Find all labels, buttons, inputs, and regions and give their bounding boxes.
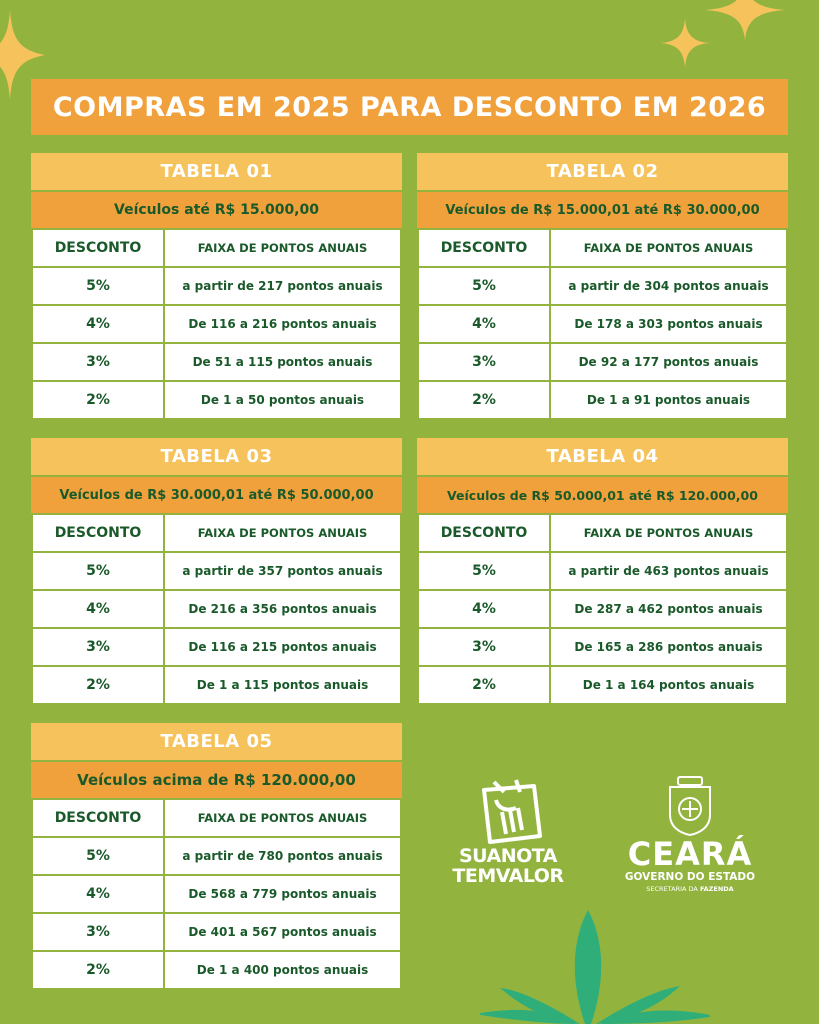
- table-row: [33, 665, 400, 703]
- table-row: [419, 551, 786, 589]
- range-cell: a partir de 304 pontos anuais: [551, 268, 786, 304]
- range-cell: De 568 a 779 pontos anuais: [165, 876, 400, 912]
- table-row: [33, 950, 400, 988]
- discount-cell: 4%: [33, 876, 163, 912]
- table-title: TABELA 01: [31, 153, 402, 190]
- range-cell: De 401 a 567 pontos anuais: [165, 914, 400, 950]
- discount-cell: 4%: [419, 306, 549, 342]
- column-header-range: FAIXA DE PONTOS ANUAIS: [165, 800, 400, 836]
- range-cell: a partir de 463 pontos anuais: [551, 553, 786, 589]
- table-02: [417, 153, 788, 420]
- table-03: [31, 438, 402, 705]
- discount-cell: 3%: [419, 344, 549, 380]
- table-grid: [31, 513, 402, 705]
- column-header-range: FAIXA DE PONTOS ANUAIS: [165, 230, 400, 266]
- range-cell: a partir de 217 pontos anuais: [165, 268, 400, 304]
- state-coat-of-arms-icon: [620, 775, 760, 837]
- table-row: [33, 342, 400, 380]
- sua-nota-line2: TEMVALOR: [452, 865, 564, 887]
- discount-cell: 5%: [33, 838, 163, 874]
- discount-cell: 3%: [33, 914, 163, 950]
- ceara-secretariat-line: [620, 884, 760, 894]
- leaves-decoration-icon: [480, 910, 710, 1024]
- table-subtitle: Veículos de R$ 15.000,01 até R$ 30.000,00: [417, 190, 788, 228]
- column-header-discount: DESCONTO: [33, 800, 163, 836]
- table-row: [419, 665, 786, 703]
- table-row: [419, 589, 786, 627]
- table-grid: [31, 798, 402, 990]
- secretariat-prefix: SECRETARIA DA: [646, 885, 698, 893]
- range-cell: De 116 a 215 pontos anuais: [165, 629, 400, 665]
- ceara-name: CEARÁ: [627, 835, 753, 873]
- range-cell: De 1 a 91 pontos anuais: [551, 382, 786, 418]
- table-subtitle: Veículos até R$ 15.000,00: [31, 190, 402, 228]
- range-cell: De 116 a 216 pontos anuais: [165, 306, 400, 342]
- table-row: [33, 912, 400, 950]
- range-cell: De 216 a 356 pontos anuais: [165, 591, 400, 627]
- range-cell: De 165 a 286 pontos anuais: [551, 629, 786, 665]
- range-cell: a partir de 357 pontos anuais: [165, 553, 400, 589]
- table-title: TABELA 02: [417, 153, 788, 190]
- table-row: [33, 589, 400, 627]
- table-row: [33, 551, 400, 589]
- range-cell: De 1 a 400 pontos anuais: [165, 952, 400, 988]
- table-title: TABELA 05: [31, 723, 402, 760]
- range-cell: De 287 a 462 pontos anuais: [551, 591, 786, 627]
- table-grid: [417, 228, 788, 420]
- sua-nota-tem-valor-logo: [446, 778, 570, 888]
- range-cell: De 92 a 177 pontos anuais: [551, 344, 786, 380]
- table-grid: [31, 228, 402, 420]
- table-row: [33, 836, 400, 874]
- discount-cell: 2%: [419, 667, 549, 703]
- table-header-row: [419, 228, 786, 266]
- range-cell: De 178 a 303 pontos anuais: [551, 306, 786, 342]
- ceara-government-line: GOVERNO DO ESTADO: [624, 871, 756, 883]
- range-cell: De 1 a 164 pontos anuais: [551, 667, 786, 703]
- discount-cell: 2%: [33, 667, 163, 703]
- table-header-row: [33, 228, 400, 266]
- column-header-discount: DESCONTO: [33, 230, 163, 266]
- sparkle-icon: [705, 0, 785, 40]
- column-header-range: FAIXA DE PONTOS ANUAIS: [165, 515, 400, 551]
- table-header-row: [419, 513, 786, 551]
- discount-cell: 4%: [419, 591, 549, 627]
- page-title: COMPRAS EM 2025 PARA DESCONTO EM 2026: [31, 79, 788, 135]
- discount-cell: 5%: [419, 268, 549, 304]
- table-row: [419, 266, 786, 304]
- table-title: TABELA 03: [31, 438, 402, 475]
- table-row: [33, 380, 400, 418]
- table-row: [33, 266, 400, 304]
- column-header-discount: DESCONTO: [419, 515, 549, 551]
- discount-cell: 4%: [33, 306, 163, 342]
- discount-cell: 5%: [33, 268, 163, 304]
- column-header-range: FAIXA DE PONTOS ANUAIS: [551, 230, 786, 266]
- table-row: [419, 627, 786, 665]
- discount-cell: 2%: [33, 952, 163, 988]
- ceara-government-logo: [620, 775, 760, 895]
- range-cell: De 1 a 115 pontos anuais: [165, 667, 400, 703]
- range-cell: De 51 a 115 pontos anuais: [165, 344, 400, 380]
- table-row: [419, 380, 786, 418]
- table-row: [419, 304, 786, 342]
- discount-cell: 5%: [33, 553, 163, 589]
- table-subtitle: Veículos acima de R$ 120.000,00: [31, 760, 402, 798]
- table-subtitle: Veículos de R$ 30.000,01 até R$ 50.000,00: [31, 475, 402, 513]
- table-grid: [417, 513, 788, 705]
- discount-cell: 5%: [419, 553, 549, 589]
- table-subtitle: Veículos de R$ 50.000,01 até R$ 120.000,00: [417, 475, 788, 513]
- discount-cell: 3%: [419, 629, 549, 665]
- table-row: [33, 874, 400, 912]
- table-row: [33, 627, 400, 665]
- secretariat-emphasis: FAZENDA: [699, 885, 734, 893]
- discount-cell: 2%: [33, 382, 163, 418]
- sua-nota-line1: SUANOTA: [459, 845, 557, 867]
- discount-cell: 2%: [419, 382, 549, 418]
- table-header-row: [33, 798, 400, 836]
- column-header-discount: DESCONTO: [33, 515, 163, 551]
- discount-cell: 3%: [33, 629, 163, 665]
- table-05: [31, 723, 402, 990]
- table-header-row: [33, 513, 400, 551]
- discount-cell: 4%: [33, 591, 163, 627]
- column-header-discount: DESCONTO: [419, 230, 549, 266]
- table-row: [33, 304, 400, 342]
- column-header-range: FAIXA DE PONTOS ANUAIS: [551, 515, 786, 551]
- discount-cell: 3%: [33, 344, 163, 380]
- table-04: [417, 438, 788, 705]
- range-cell: De 1 a 50 pontos anuais: [165, 382, 400, 418]
- table-01: [31, 153, 402, 420]
- table-row: [419, 342, 786, 380]
- receipt-bag-icon: [446, 778, 570, 846]
- range-cell: a partir de 780 pontos anuais: [165, 838, 400, 874]
- table-title: TABELA 04: [417, 438, 788, 475]
- sparkle-icon: [660, 18, 710, 68]
